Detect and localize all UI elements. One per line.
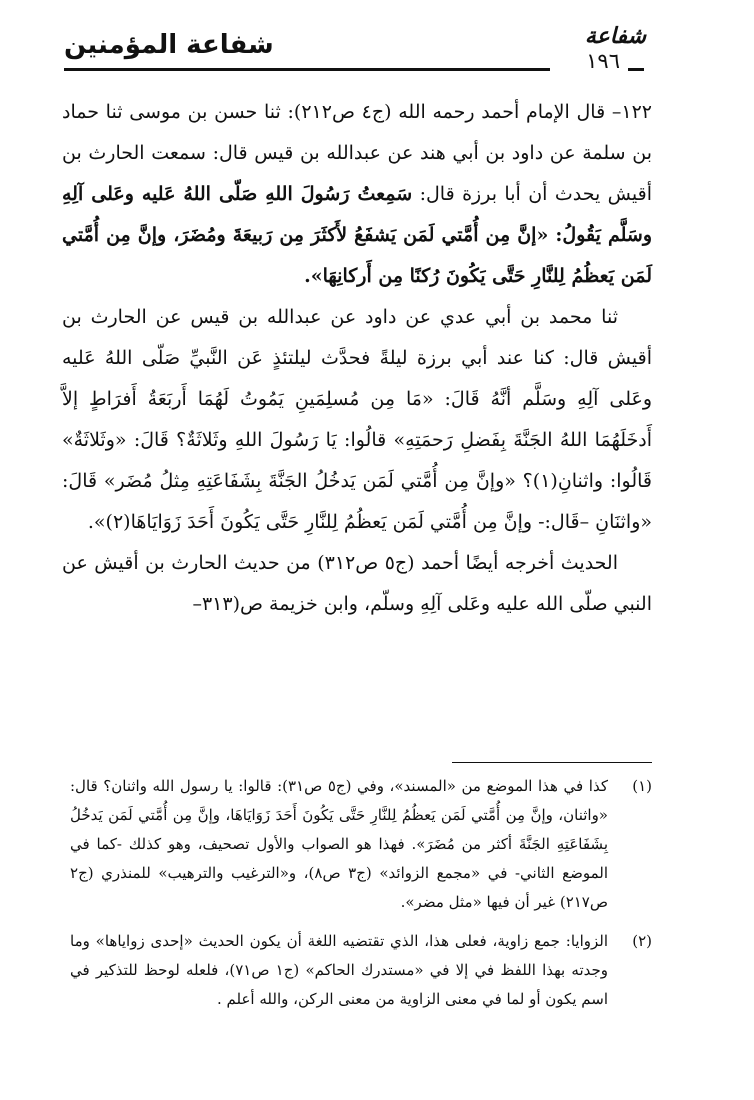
- header-rule: [64, 68, 550, 71]
- chapter-ornament: شفاعة: [584, 23, 646, 49]
- footnote-number: (١): [632, 777, 652, 795]
- header-rule-short: [628, 68, 644, 71]
- paragraph: ثنا محمد بن أبي عدي عن داود عن عبدالله بن قيس عن الحارث بن أقيش قال: كنا عند أبي برزة ليلةً فحدَّث ليلتئذٍ عَن النَّبيِّ صَلّى اللهُ عَليه وعَلى آلِهِ وسَلَّم أنَّهُ قَالَ: «مَا مِن مُسلِمَينِ يَمُوتُ لَهُمَا أَربَعَةُ أَفرَاطٍ إلاَّ أَدخَلَهُمَا اللهُ الجَنَّةَ بِفَضلِ رَحمَتِهِ» قالُوا: يَا رَسُولَ اللهِ وثَلاثَةٌ؟ قَالَ: «وثَلاثَةٌ» قَالُوا: واثنانِ(١)؟ «وإنَّ مِن أُمَّتي لَمَن يَدخُلُ الجَنَّةَ بِشَفَاعَتِهِ مِثلُ مُضَر» قَالَ: «واثنَانِ –قَال:- وإنَّ مِن أُمَّتي لَمَن يَعظُمُ لِلنَّارِ حَتَّى يَكُونَ أَحَدَ زَوَايَاهَا(٢)».: [62, 306, 652, 533]
- page-header: [64, 18, 646, 88]
- footnote-separator: [452, 762, 652, 763]
- footnote: [70, 772, 652, 917]
- footnote-number: (٢): [632, 932, 652, 950]
- footnotes: [70, 772, 652, 1024]
- paragraph-intro: ١٢٢– قال الإمام أحمد رحمه الله (ج٤ ص٢١٢): ثنا حسن بن موسى ثنا حماد بن سلمة عن داود بن أبي هند عن عبدالله بن قيس قال: سمعت الحارث بن أقيش يحدث أن أبا برزة قال:: [62, 101, 653, 205]
- footnote: [70, 927, 652, 1014]
- paragraph: الحديث أخرجه أيضًا أحمد (ج٥ ص٣١٢) من حديث الحارث بن أقيش عن النبي صلّى الله عليه وعَلى آلِهِ وسلّم، وابن خزيمة ص(٣١٣–: [62, 552, 652, 615]
- running-title: شفاعة المؤمنين: [64, 30, 274, 60]
- main-text: [62, 92, 652, 625]
- footnote-text: الزوايا: جمع زاوية، فعلى هذا، الذي تقتضيه اللغة أن يكون الحديث «إحدى زواياها» وما وجدته بهذا اللفظ في إلا في «مستدرك الحاكم» (ج١ ص٧١)، فلعله لوحظ للتذكير في اسم يكون أو لما في معنى الزاوية من معنى الركن، والله أعلم .: [70, 932, 609, 1008]
- footnote-text: كذا في هذا الموضع من «المسند»، وفي (ج٥ ص٣١): قالوا: يا رسول الله واثنان؟ قال: «واثنان، وإنَّ مِن أُمَّتي لَمَن يَعظُمُ لِلنَّارِ حَتَّى يَكُونَ أَحَدَ زَوَايَاهَا، وإنَّ مِن أُمَّتي لَمَن يَدخُلُ بِشَفَاعَتِهِ الجَنَّةَ أكثر من مُضَرَ». فهذا هو الصواب والأول تصحيف، وهو كذلك -كما في الموضع الثاني- في «مجمع الزوائد» (ج٣ ص٨)، و«الترغيب والترهيب» للمنذري (ج٢ ص٢١٧) غير أن فيها «مثل مضر».: [70, 777, 608, 911]
- paragraph: [62, 92, 652, 297]
- hadith-text: سَمِعتُ رَسُولَ اللهِ صَلّى اللهُ عَليه وعَلى آلِهِ وسَلَّم يَقُولُ: «إنَّ مِن أُمَّتي لَمَن يَشفَعُ لأَكثَرَ مِن رَبيعَةَ ومُضَرَ، وإنَّ مِن أُمَّتي لَمَن يَعظُمُ لِلنَّارِ حَتَّى يَكُونَ رُكنًا مِن أَركانِهَا».: [62, 183, 652, 287]
- page-number: ١٩٦: [586, 49, 620, 73]
